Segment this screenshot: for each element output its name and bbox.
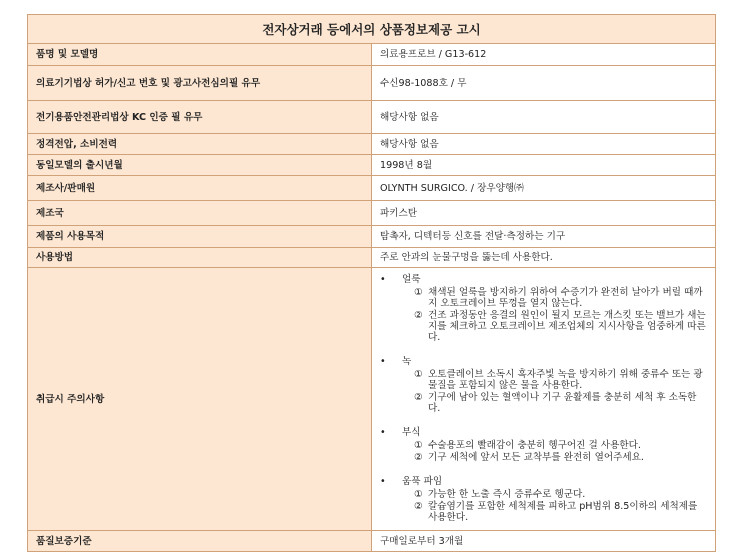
- row-kc-cert: [28, 101, 716, 134]
- list-item: [414, 287, 707, 309]
- list-item: [414, 440, 707, 451]
- notes-section-pitting: [380, 476, 707, 523]
- value-handling-notes: [372, 268, 716, 531]
- value-voltage-power: 해당사항 없음: [372, 134, 716, 155]
- label-handling-notes: 취급시 주의사항: [28, 268, 372, 531]
- row-warranty: [28, 531, 716, 552]
- row-manufacturer: [28, 176, 716, 201]
- item-number: ②: [414, 452, 423, 463]
- product-info-table: [27, 14, 716, 552]
- section-heading: 움푹 파임: [402, 476, 443, 487]
- label-product-name: 품명 및 모델명: [28, 44, 372, 66]
- notes-section-stain: [380, 274, 707, 343]
- label-permit-number: 의료기기법상 허가/신고 번호 및 광고사전심의필 유무: [28, 66, 372, 101]
- notes-list: [380, 268, 707, 530]
- bullet-icon: •: [380, 274, 386, 285]
- notes-section-rust: [380, 356, 707, 414]
- list-item: [414, 369, 707, 391]
- value-warranty: 구매일로부터 3개월: [372, 531, 716, 552]
- bullet-icon: •: [380, 427, 386, 438]
- value-manufacturer: OLYNTH SURGICO. / 장우양행㈜: [372, 176, 716, 201]
- item-number: ①: [414, 287, 423, 298]
- bullet-icon: •: [380, 476, 386, 487]
- section-heading: 부식: [402, 427, 421, 438]
- section-heading: 얼룩: [402, 274, 421, 285]
- value-product-name: 의료용프로브 / G13-612: [372, 44, 716, 66]
- notice-title: 전자상거래 등에서의 상품정보제공 고시: [28, 15, 716, 44]
- section-items: [380, 489, 707, 523]
- item-text: 기구에 남아 있는 혈액이나 기구 윤활제를 충분히 세척 후 소독한다.: [428, 392, 697, 414]
- value-permit-number: 수신98-1088호 / 무: [372, 66, 716, 101]
- row-usage: [28, 248, 716, 268]
- notes-section-corrosion: [380, 427, 707, 463]
- value-usage: 주로 안과의 눈물구멍을 뚫는데 사용한다.: [372, 248, 716, 268]
- item-number: ①: [414, 369, 423, 380]
- label-purpose: 제품의 사용목적: [28, 226, 372, 248]
- value-purpose: 탐촉자, 디텍터등 신호를 전달·측정하는 기구: [372, 226, 716, 248]
- list-item: [414, 392, 707, 414]
- section-items: [380, 369, 707, 414]
- bullet-icon: •: [380, 356, 386, 367]
- row-release-date: [28, 155, 716, 176]
- value-release-date: 1998년 8월: [372, 155, 716, 176]
- value-kc-cert: 해당사항 없음: [372, 101, 716, 134]
- item-number: ①: [414, 440, 423, 451]
- list-item: [414, 452, 707, 463]
- row-purpose: [28, 226, 716, 248]
- list-item: [414, 501, 707, 523]
- item-text: 건조 과정동안 응결의 원인이 될지 모르는 개스킷 또는 밸브가 새는지를 체크하고 오토크레이브 제조업체의 지시사항을 엄중하게 따른다.: [428, 310, 706, 343]
- item-number: ②: [414, 310, 423, 321]
- item-text: 칼슘염기를 포함한 세척제를 피하고 pH범위 8.5이하의 세척제를 사용한다.: [428, 501, 698, 523]
- value-country: 파키스탄: [372, 201, 716, 226]
- label-usage: 사용방법: [28, 248, 372, 268]
- section-items: [380, 287, 707, 343]
- label-manufacturer: 제조사/판매원: [28, 176, 372, 201]
- section-items: [380, 440, 707, 463]
- item-number: ①: [414, 489, 423, 500]
- item-number: ②: [414, 501, 423, 512]
- item-text: 수술용포의 빨래감이 충분히 헹구어진 걸 사용한다.: [428, 440, 641, 451]
- title-row: [28, 15, 716, 44]
- row-permit-number: [28, 66, 716, 101]
- item-text: 가능한 한 노출 즉시 증류수로 헹군다.: [428, 489, 586, 500]
- item-text: 채색된 얼룩을 방지하기 위하여 수증기가 완전히 날아가 버릴 때까지 오토크레이브 뚜껑을 열지 않는다.: [428, 287, 703, 309]
- label-warranty: 품질보증기준: [28, 531, 372, 552]
- list-item: [414, 310, 707, 343]
- item-number: ②: [414, 392, 423, 403]
- item-text: 오토클레이브 소독시 흑자주빛 녹을 방지하기 위해 중류수 또는 광물질을 포함되지 않은 물을 사용한다.: [428, 369, 703, 391]
- row-country: [28, 201, 716, 226]
- row-handling-notes: [28, 268, 716, 531]
- label-voltage-power: 정격전압, 소비전력: [28, 134, 372, 155]
- item-text: 기구 세척에 앞서 모든 교착부를 완전히 열어주세요.: [428, 452, 644, 463]
- row-product-name: [28, 44, 716, 66]
- list-item: [414, 489, 707, 500]
- product-info-notice: [27, 14, 716, 552]
- row-voltage-power: [28, 134, 716, 155]
- label-kc-cert: 전기용품안전관리법상 KC 인증 필 유무: [28, 101, 372, 134]
- label-release-date: 동일모델의 출시년월: [28, 155, 372, 176]
- label-country: 제조국: [28, 201, 372, 226]
- section-heading: 녹: [402, 356, 412, 367]
